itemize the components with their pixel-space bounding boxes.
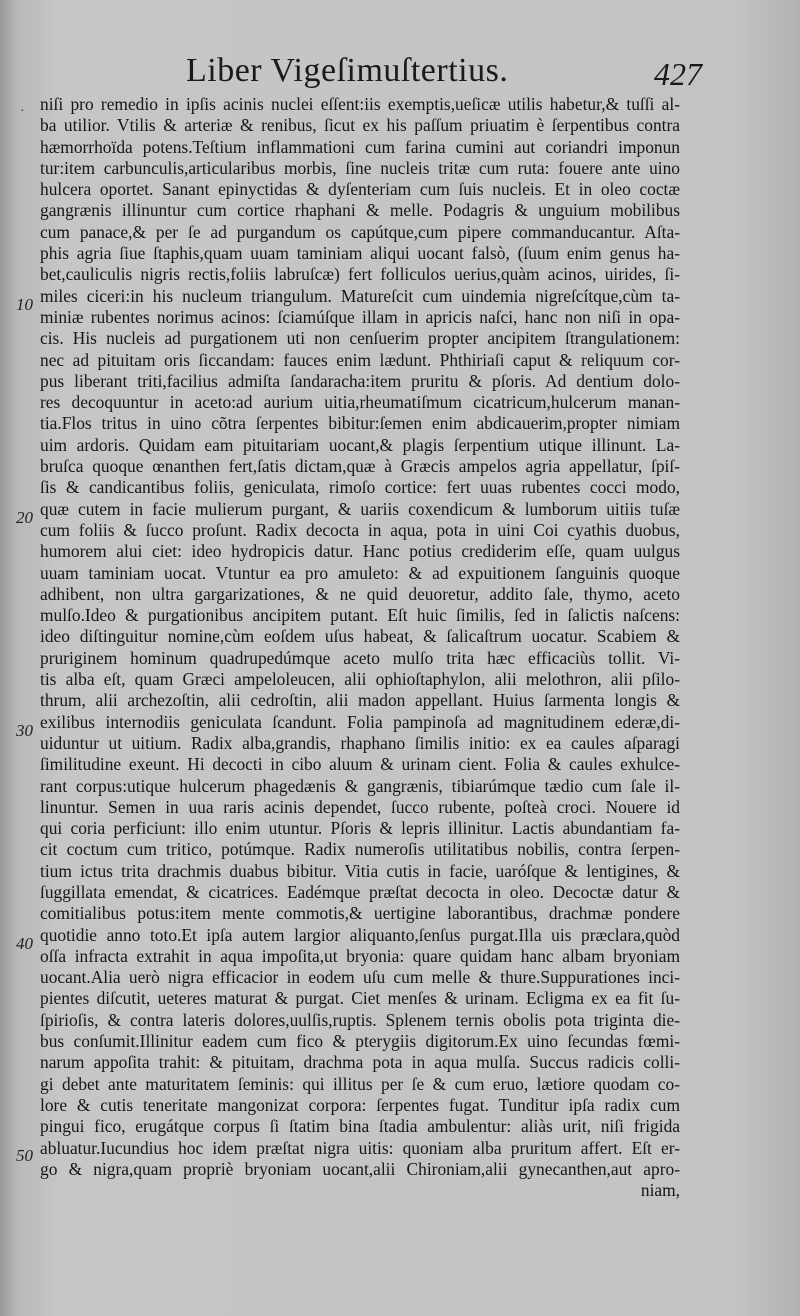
text-line: pingui fico, erugátque corpus ſi ſtatim bina ſtadia ambulentur: aliàs urit, niſi frigida: [40, 1116, 680, 1137]
text-line: uim ardoris. Quidam eam pituitariam uocant,& plagis ſerpentium utique illinunt. La-: [40, 434, 680, 455]
text-line: nec ad pituitam oris ſiccandam: fauces enim lædunt. Phthiriaſi caput & reliquum cor-: [40, 349, 680, 370]
text-line: gi debet ante maturitatem ſeminis: qui illitus per ſe & cum eruo, lætiore quodam co-: [40, 1073, 680, 1094]
page-number: 427: [654, 56, 702, 92]
line-number-40: 40: [16, 934, 33, 953]
text-line: oſſa infracta extrahit in aqua impoſita,ut bryonia: quare quidam hanc albam bryoniam: [40, 945, 680, 966]
text-line: qui coria perficiunt: illo enim utuntur. Pſoris & lepris illinitur. Lactis abundantiam fa-: [40, 818, 680, 839]
text-line: cum foliis & ſucco proſunt. Radix decocta in aqua, pota in uini Coi cyathis duobus,: [40, 519, 680, 540]
text-line: cum panace,& per ſe ad purgandum os capútque,cum pipere commanducantur. Aſta-: [40, 221, 680, 242]
text-line: go & nigra,quam propriè bryoniam uocant,alii Chironiam,alii gynecanthen,aut apro-: [40, 1158, 680, 1179]
text-line: tia.Flos tritus in uino cõtra ſerpentes bibitur:ſemen enim abdicauerim,propter nimiam: [40, 413, 680, 434]
text-line: ſuggillata emendat, & cicatrices. Eadémque præſtat decocta in oleo. Decoctæ datur &: [40, 881, 680, 902]
page-header: [0, 52, 800, 98]
text-line: bet,cauliculis nigris rectis,foliis labruſcæ) fert folliculos uerius,quàm acinos, uirides, ſi-: [40, 264, 680, 285]
text-line: hæmorrhoïda potens.Teſtium inflammationi cum farina cumini aut coriandri imponun: [40, 136, 680, 157]
line-number-20: 20: [16, 508, 33, 527]
line-number-30: 30: [16, 721, 33, 740]
text-line: humorem alui ciet: ideo hydropicis datur. Hanc potius crediderim eſſe, quam uulgus: [40, 541, 680, 562]
text-line: ſimilitudine exeunt. Hi decocti in cibo aluum & urinam cient. Folia & caules exhulce-: [40, 754, 680, 775]
text-line: quæ cutem in facie mulierum purgant, & uariis coxendicum & lumborum uitiis tuſæ: [40, 498, 680, 519]
text-line: linuntur. Semen in uua raris acinis dependet, ſucco rubente, poſteà croci. Nouere id: [40, 796, 680, 817]
text-line: ſpirioſis, & contra lateris dolores,uulſis,ruptis. Splenem ternis obolis pota triginta die-: [40, 1009, 680, 1030]
text-line: uuam taminiam uocat. Vtuntur ea pro amuleto: & ad expuitionem ſanguinis quoque: [40, 562, 680, 583]
text-line: uocant.Alia uerò nigra efficacior in eodem uſu cum melle & thure.Suppurationes inci-: [40, 967, 680, 988]
line-number-10: 10: [16, 295, 33, 314]
text-line: phis agria ſiue ſtaphis,quam uuam taminiam aliqui uocant falsò, (ſuum enim genus ha-: [40, 243, 680, 264]
text-line: miniæ rubentes norimus acinos: ſciamúſque illam in apricis naſci, hanc non niſi in opa-: [40, 306, 680, 327]
body-text: [40, 94, 680, 1201]
text-line: bus conſumit.Illinitur eadem cum fico & pterygiis digitorum.Ex uino ſecundas fœmi-: [40, 1031, 680, 1052]
text-line: niſi pro remedio in ipſis acinis nuclei eſſent:iis exemptis,ueſicæ utilis habetur,& tuſſi al-: [40, 94, 680, 114]
text-line: bruſca quoque œnanthen fert,ſatis dictam,quæ à Græcis ampelos agria appellatur, ſpiſ-: [40, 456, 680, 477]
text-line: abluatur.Iucundius hoc idem præſtat nigra uitis: quoniam alba pruritum affert. Eſt er-: [40, 1137, 680, 1158]
text-line: miles ciceri:in his nucleum triangulum. Matureſcit cum uindemia nigreſcítque,cùm ta-: [40, 285, 680, 306]
text-line: gangrænis illinuntur cum cortice rhaphani & melle. Podagris & unguium mobilibus: [40, 200, 680, 221]
line-number-50: 50: [16, 1146, 33, 1165]
text-line: ideo diſtinguitur nomine,cùm eoſdem uſus habeat, & ſalicaſtrum uocatur. Scabiem &: [40, 626, 680, 647]
text-line: ſis & candicantibus foliis, geniculata, rimoſo cortice: fert uuas rubentes cocci modo,: [40, 477, 680, 498]
text-line: thrum, alii archezoſtin, alii cedroſtin, alii madon appellant. Huius ſarmenta longis &: [40, 690, 680, 711]
text-line: narum appoſita trahit: & pituitam, drachma pota in aqua mulſa. Succus radicis colli-: [40, 1052, 680, 1073]
text-line: adhibent, non ultra gargarizationes, & ne quid deuoretur, addito ſale, thymo, aceto: [40, 583, 680, 604]
text-line: tur:item carbunculis,articularibus morbis, ſine nucleis tritæ cum ruta: fouere ante uino: [40, 157, 680, 178]
text-line: rant corpus:utique hulcerum phagedænis & gangrænis, tibiarúmque tædio cum ſale il-: [40, 775, 680, 796]
text-line: tis alba eſt, quam Græci ampeloleucen, alii ophioſtaphylon, alii melothron, alii pſilo-: [40, 669, 680, 690]
text-line: uiduntur ut uitium. Radix alba,grandis, rhaphano ſimilis initio: ex ea caules aſparagi: [40, 732, 680, 753]
text-line: hulcera oportet. Sanant epinyctidas & dyſenteriam cum ſuis nucleis. Et in oleo coctæ: [40, 179, 680, 200]
text-line: comitialibus potus:item mente commotis,& uertigine laborantibus, drachmæ pondere: [40, 903, 680, 924]
text-line: res decoquuntur in aceto:ad aurium uitia,rheumatiſmum cicatricum,hulcerum manan-: [40, 392, 680, 413]
text-line: lore & cutis teneritate mangonizat corpora: ſerpentes fugat. Tunditur ipſa radix cum: [40, 1094, 680, 1115]
margin-bullet: ·: [20, 104, 25, 119]
text-line: cis. His nucleis ad purgationem uti non cenſuerim propter ancipitem ſtrangulationem:: [40, 328, 680, 349]
running-title: Liber Vigeſimuſtertius.: [186, 52, 509, 89]
text-line: tium ictus trita drachmis duabus bibitur. Vitia cutis in facie, uaróſque & lentigines, &: [40, 860, 680, 881]
text-line: pus liberant triti,facilius admiſta ſandaracha:item pruritu & pſoris. Ad dentium dolo-: [40, 370, 680, 391]
text-line: pruriginem hominum quadrupedúmque aceto mulſo trita hæc efficaciùs tollit. Vi-: [40, 647, 680, 668]
text-line: quotidie anno toto.Et ipſa autem largior aliquanto,ſenſus purgat.Illa uis præclara,quòd: [40, 924, 680, 945]
text-line: cit coctum cum tritico, potúmque. Radix numeroſis utilitatibus nobilis, contra ſerpen-: [40, 839, 680, 860]
text-line: exilibus internodiis geniculata ſcandunt. Folia pampinoſa ad magnitudinem ederæ,di-: [40, 711, 680, 732]
text-line: niam,: [640, 1180, 680, 1201]
text-line: pientes diſcutit, ueteres maturat & purgat. Ciet menſes & urinam. Ecligma ex ea fit ſu-: [40, 988, 680, 1009]
text-line: ba utilior. Vtilis & arteriæ & renibus, ſicut ex his paſſum priuatim è ſerpentibus contra: [40, 115, 680, 136]
text-line: mulſo.Ideo & purgationibus ancipitem putant. Eſt huic ſimilis, ſed in ſalictis naſcens:: [40, 605, 680, 626]
